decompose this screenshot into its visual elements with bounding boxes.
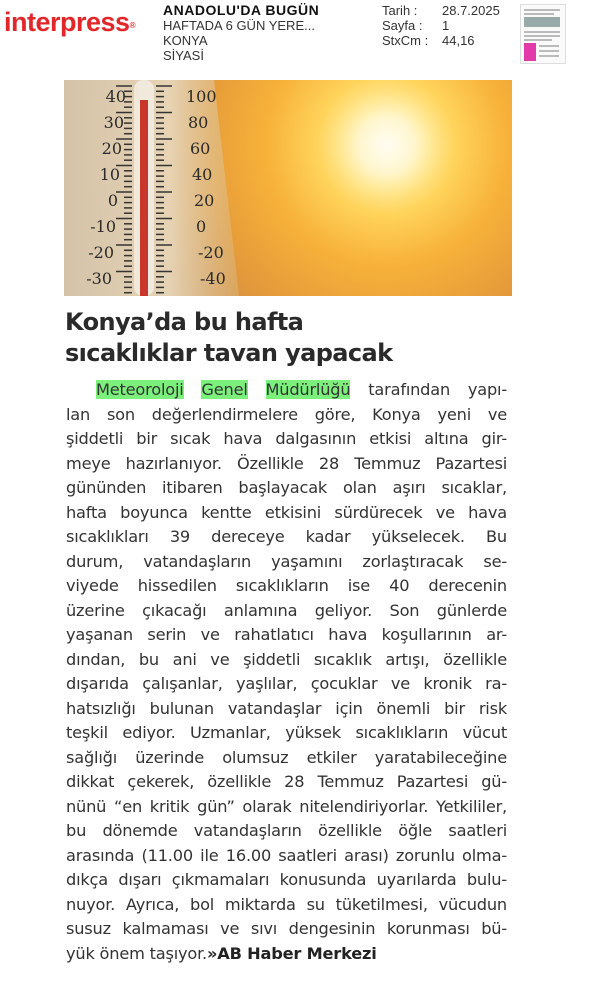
scale-label: 0 xyxy=(107,191,118,210)
body-line: Meteoroloji Genel Müdürlüğü tarafından yapı- xyxy=(96,380,507,399)
scale-label: -20 xyxy=(198,243,224,262)
source-credit: »AB Haber Merkezi xyxy=(207,943,377,963)
body-line: lan son değerlendirmelere göre, Konya yeni ve xyxy=(66,404,507,424)
body-line: nuyor. Ayrıca, bol miktarda su tüketilmesi, vücudun xyxy=(66,894,507,914)
page-thumbnail[interactable] xyxy=(520,4,566,64)
headline-line-2: sıcaklıklar tavan yapacak xyxy=(65,339,393,367)
scale-label: 60 xyxy=(190,139,211,158)
scale-label: 10 xyxy=(99,165,120,184)
body-line: sağlığı üzerinde olumsuz etkiler yaratabileceğine xyxy=(66,747,507,767)
article-body xyxy=(66,378,507,966)
body-line: hafta boyunca kentte etkisini sürdürecek ve hava xyxy=(66,502,507,522)
publication-name: ANADOLU'DA BUGÜN xyxy=(163,2,320,18)
headline-line-1: Konya’da bu hafta xyxy=(65,308,304,336)
body-line: bu dönemde vatandaşların özellikle öğle saatleri xyxy=(66,821,507,840)
clipping-meta xyxy=(382,3,500,48)
registered-mark: ® xyxy=(129,21,135,30)
body-line: yaşanan serin ve rahatlatıcı hava koşullarının ar- xyxy=(66,625,507,644)
date-label: Tarih : xyxy=(382,3,418,18)
body-line: dışarıda çalışanlar, yaşlılar, çocuklar ve kronik ra- xyxy=(66,674,507,693)
body-line-last: yük önem taşıyor.»AB Haber Merkezi xyxy=(66,943,377,963)
scale-label: -30 xyxy=(86,269,112,288)
article-headline xyxy=(65,307,515,369)
body-line: nünü “en kritik gün” olarak nitelendiriyorlar. Yetkililer, xyxy=(66,796,507,816)
body-line: şiddetli bir sıcak hava dalgasının etkisi altına gir- xyxy=(66,429,507,448)
scale-label: 20 xyxy=(101,139,122,158)
highlight-keyword: Müdürlüğü xyxy=(265,380,351,399)
body-line: gününden itibaren başlayacak olan aşırı sıcaklar, xyxy=(66,478,507,497)
body-line: viyede hissedilen sıcaklıkların ise 40 derecenin xyxy=(66,576,507,595)
body-line: susuz kalmaması ve sıvı dengesinin korunması bü- xyxy=(66,919,507,938)
body-line: dından, bu ani ve şiddetli sıcaklık artışı, özellikle xyxy=(66,649,507,669)
publication-category: SİYASİ xyxy=(163,48,204,63)
stxcm-value: 44,16 xyxy=(442,33,475,48)
publication-info xyxy=(163,3,319,63)
body-line: teşkil ediyor. Uzmanlar, yüksek sıcaklıkların vücut xyxy=(66,723,507,742)
thermometer-illustration xyxy=(64,80,512,296)
body-line: sıcaklıkları 39 dereceye kadar yükselecek. Bu xyxy=(66,527,507,546)
scale-label: -40 xyxy=(200,269,226,288)
body-line: dıkça dışarı çıkmamaları konusunda uyarılarda bulu- xyxy=(66,870,507,889)
scale-label: 80 xyxy=(188,113,209,132)
sun-icon xyxy=(332,90,442,200)
heatwave-thermometer-image xyxy=(64,80,512,296)
highlight-keyword: Genel xyxy=(201,380,248,399)
date-value: 28.7.2025 xyxy=(442,3,500,18)
body-line: hatsızlığı bulunan vatandaşlar için önemli bir risk xyxy=(66,698,507,718)
scale-label: 40 xyxy=(105,87,126,106)
scale-label: -10 xyxy=(90,217,116,236)
stxcm-label: StxCm : xyxy=(382,33,429,48)
scale-label: 0 xyxy=(196,217,207,236)
logo-text: interpress xyxy=(4,7,130,37)
scale-label: 30 xyxy=(103,113,124,132)
publication-city: KONYA xyxy=(163,33,208,48)
scale-label: 40 xyxy=(192,165,213,184)
interpress-logo xyxy=(4,6,135,38)
scale-label: 100 xyxy=(186,87,217,106)
page-label: Sayfa : xyxy=(382,18,423,33)
publication-frequency: HAFTADA 6 GÜN YERE... xyxy=(163,18,315,33)
highlight-keyword: Meteoroloji xyxy=(96,380,184,399)
body-line: dikkat çekerek, özellikle 28 Temmuz Pazartesi gü- xyxy=(66,772,507,791)
body-line: meye hazırlanıyor. Özellikle 28 Temmuz Pazartesi xyxy=(66,453,507,473)
scale-label: 20 xyxy=(194,191,215,210)
page-value: 1 xyxy=(442,18,450,33)
body-line: durum, vatandaşların yaşamını zorlaştıracak se- xyxy=(66,551,507,571)
scale-label: -20 xyxy=(88,243,114,262)
body-line: arasında (11.00 ile 16.00 saatleri arası) zorunlu olma- xyxy=(66,845,507,865)
body-line: üzerine çıkacağı anlamına geliyor. Son günlerde xyxy=(66,600,507,620)
